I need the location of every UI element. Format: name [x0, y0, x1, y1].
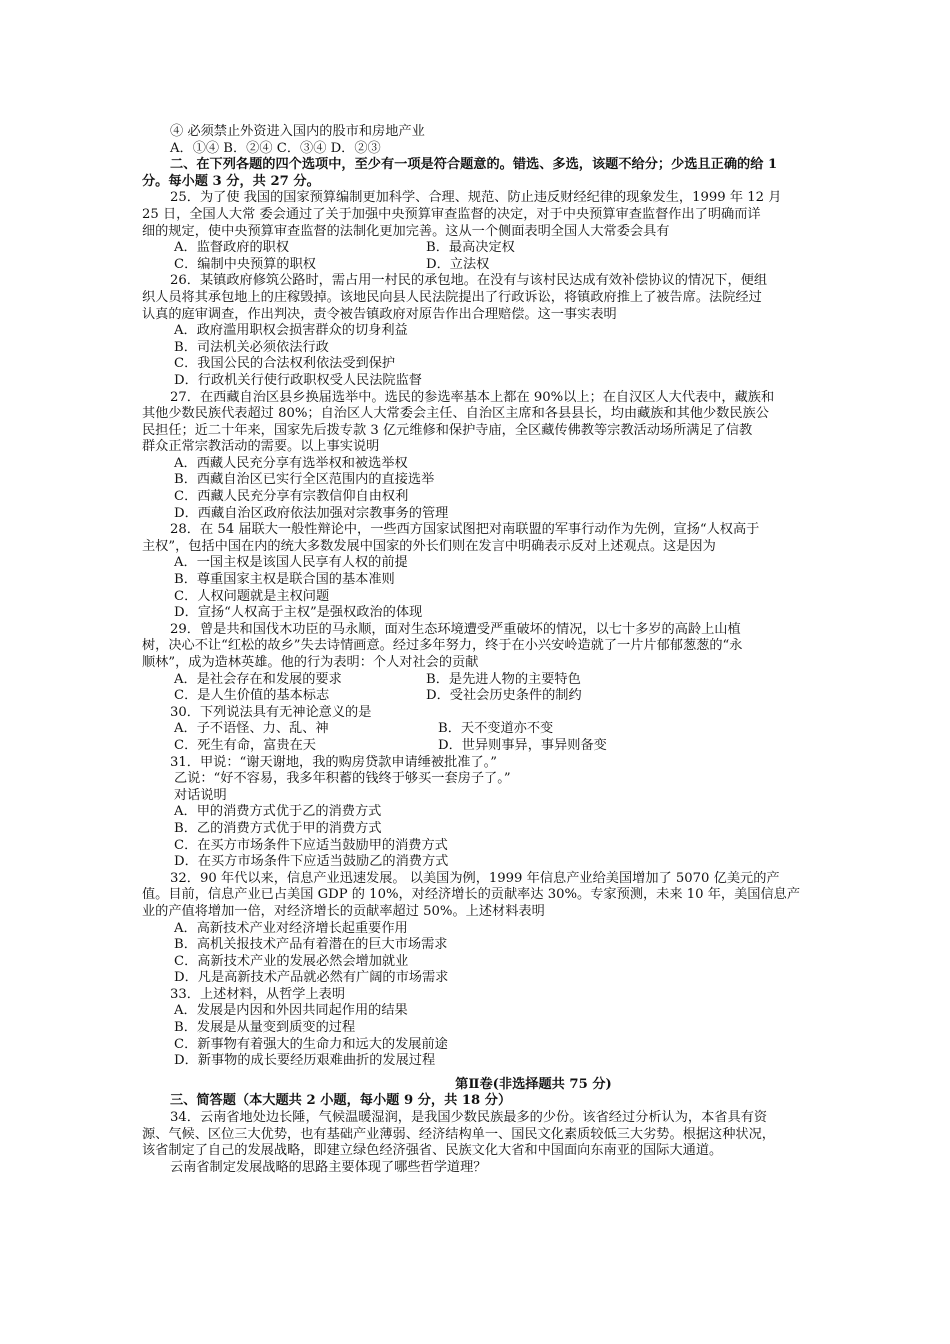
q27-line-3: 民担任；近二十年来，国家先后拨专款 3 亿元维修和保护寺庙，全区藏传佛教等宗教活动场所满足了信教	[142, 422, 753, 438]
question-34	[142, 1110, 925, 1176]
q25-line-2: 25 日，全国人大常 委会通过了关于加强中央预算审查监督的决定，对于中央预算审查监督作出了明确而详	[142, 206, 761, 222]
answer-options: A．①④ B．②④ C．③④ D．②③	[170, 140, 381, 156]
section-2-title-line-2: 分。每小题 3 分，共 27 分。	[142, 173, 320, 189]
q26-option-c: C．我国公民的合法权利依法受到保护	[174, 356, 396, 372]
q29-line-2: 树，决心不让“红松的故乡”失去诗情画意。经过多年努力，终于在小兴安岭造就了一片片郁郁葱葱的“永	[142, 638, 743, 654]
q28-line-2: 主权”，包括中国在内的统大多数发展中国家的外长们则在发言中明确表示反对上述观点。这是因为	[142, 538, 716, 554]
q29-option-d: D．受社会历史条件的制约	[426, 688, 582, 704]
exam-content	[142, 124, 925, 1176]
q27-line-4: 群众正常宗教活动的需要。以上事实说明	[142, 439, 380, 455]
q34-line-3: 该省制定了自己的发展战略，即建立绿色经济强省、民族文化大省和中国面向东南亚的国际大通道。	[142, 1143, 723, 1159]
q26-option-d: D．行政机关行使行政职权受人民法院监督	[174, 372, 422, 388]
q33-option-d: D．新事物的成长要经历艰难曲折的发展过程	[174, 1053, 436, 1069]
q27-line-2: 其他少数民族代表超过 80%；自治区人大常委会主任、自治区主席和各县县长，均由藏族和其他少数民族公	[142, 406, 769, 422]
q26-line-1: 26．某镇政府修筑公路时，需占用一村民的承包地。在没有与该村民达成有效补偿协议的情况下，便组	[170, 273, 768, 289]
q27-option-d: D．西藏自治区政府依法加强对宗教事务的管理	[174, 505, 449, 521]
q25-line-1: 25．为了使 我国的国家预算编制更加科学、合理、规范、防止违反财经纪律的现象发生，1999 年 12 月	[170, 190, 782, 206]
q33-option-b: B．发展是从量变到质变的过程	[174, 1020, 356, 1036]
q26-line-3: 认真的庭审调查，作出判决，责令被告镇政府对原告作出合理赔偿。这一事实表明	[142, 306, 617, 322]
q32-line-3: 业的产值将增加一倍，对经济增长的贡献率超过 50%。上述材料表明	[142, 903, 545, 919]
question-32	[142, 870, 925, 987]
q26-option-a: A．政府滥用职权会损害群众的切身利益	[174, 323, 408, 339]
question-25	[142, 190, 925, 273]
q32-line-1: 32．90 年代以来，信息产业迅速发展。 以美国为例，1999 年信息产业给美国增加了 5070 亿美元的产	[170, 870, 780, 886]
question-27	[142, 389, 925, 523]
q31-line-1: 31．甲说：“谢天谢地，我的购房贷款申请缍被批准了。”	[170, 754, 497, 770]
q31-option-d: D．在买方市场条件下应适当鼓励乙的消费方式	[174, 854, 449, 870]
q25-option-a: A．监督政府的职权	[174, 240, 290, 256]
q28-option-a: A．一国主权是该国人民享有人权的前提	[174, 555, 408, 571]
q31-option-c: C．在买方市场条件下应适当鼓励甲的消费方式	[174, 837, 448, 853]
q29-option-b: B．是先进人物的主要特色	[426, 671, 581, 687]
q26-option-b: B．司法机关必须依法行政	[174, 339, 329, 355]
q30-option-b: B．天不变道亦不变	[438, 721, 554, 737]
q28-option-d: D．宣扬“人权高于主权”是强权政治的体现	[174, 605, 423, 621]
question-31	[170, 755, 925, 871]
q30-line-1: 30．下列说法具有无神论意义的是	[170, 704, 372, 720]
q27-line-1: 27．在西藏自治区县乡换届选举中。选民的参选率基本上都在 90%以上；在自汉区人大代表中，藏族和	[170, 389, 775, 405]
q27-option-b: B．西藏自治区已实行全区范围内的直接选举	[174, 472, 435, 488]
q32-option-b: B．高机关报技术产品有着潜在的巨大市场需求	[174, 937, 448, 953]
q28-option-b: B．尊重国家主权是联合国的基本准则	[174, 572, 395, 588]
question-30	[170, 705, 925, 755]
q25-option-c: C．编制中央预算的职权	[174, 256, 316, 272]
q34-line-1: 34．云南省地处边长陲，气候温暖湿润，是我国少数民族最多的少份。该省经过分析认为，本省具有资	[170, 1110, 768, 1126]
q32-option-c: C．高新技术产业的发展必然会增加就业	[174, 953, 409, 969]
section-2-title-line-1: 二、在下列各题的四个选项中，至少有一项是符合题意的。错选、多选，该题不给分；少选且正确的给 1	[170, 157, 778, 173]
q31-line-2: 乙说：“好不容易，我多年积蓄的钱终于够买一套房子了。”	[174, 771, 511, 787]
q33-line-1: 33．上述材料，从哲学上表明	[170, 986, 346, 1002]
q29-line-3: 顺林”，成为造林英雄。他的行为表明：个人对社会的贡献	[142, 655, 479, 670]
q33-option-a: A．发展是内因和外因共同起作用的结果	[174, 1003, 408, 1019]
q30-option-d: D．世异则事异，事异则备变	[438, 737, 607, 753]
section-3-title: 三、简答题（本大题共 2 小题，每小题 9 分，共 18 分）	[170, 1093, 512, 1109]
q34-line-2: 源、气候、区位三大优势，也有基础产业薄弱、经济结构单一、国民文化素质较低三大劣势。根据这种状况，	[142, 1126, 775, 1142]
q32-line-2: 值。目前，信息产业已占美国 GDP 的 10%，对经济增长的贡献率达 30%。专家预测，未来 10 年，美国信息产	[142, 887, 801, 903]
q28-line-1: 28．在 54 届联大一般性辩论中，一些西方国家试图把对南联盟的军事行动作为先例，宣扬“人权高于	[170, 522, 760, 538]
q34-line-4: 云南省制定发展战略的思路主要体现了哪些哲学道理？	[170, 1159, 487, 1175]
q27-option-a: A．西藏人民充分享有选举权和被选举权	[174, 455, 408, 471]
q32-option-a: A．高新技术产业对经济增长起重要作用	[174, 920, 408, 936]
q25-option-d: D．立法权	[426, 256, 490, 272]
q25-option-b: B．最高决定权	[426, 240, 515, 256]
q30-option-c: C．死生有命，富贵在天	[174, 737, 316, 753]
question-26	[142, 273, 925, 389]
q32-option-d: D．凡是高新技术产品就必然有广阔的市场需求	[174, 970, 449, 986]
q25-line-3: 细的规定，使中央预算审查监督的法制化更加完善。这从一个侧面表明全国人大常委会具有	[142, 223, 670, 239]
q26-line-2: 织人员将其承包地上的庄稼毁掉。该地民向县人民法院提出了行政诉讼，将镇政府推上了被告席。法院经过	[142, 289, 762, 305]
question-33	[170, 987, 925, 1070]
q29-line-1: 29．曾是共和国伐木功臣的马永顺，面对生态环境遭受严重破坏的情况，以七十多岁的高龄上山植	[170, 621, 741, 637]
q29-option-a: A．是社会存在和发展的要求	[174, 671, 342, 687]
option-item-4: ④ 必须禁止外资进入国内的股市和房地产业	[170, 124, 425, 139]
q29-option-c: C．是人生价值的基本标志	[174, 688, 330, 704]
q31-line-3: 对话说明	[174, 787, 227, 803]
q33-option-c: C．新事物有着强大的生命力和远大的发展前途	[174, 1036, 448, 1052]
question-29	[142, 621, 925, 705]
q28-option-c: C．人权问题就是主权问题	[174, 588, 330, 604]
q31-option-b: B．乙的消费方式优于甲的消费方式	[174, 820, 382, 836]
question-28	[142, 522, 925, 622]
q27-option-c: C．西藏人民充分享有宗教信仰自由权利	[174, 489, 409, 505]
q31-option-a: A．甲的消费方式优于乙的消费方式	[174, 804, 382, 820]
part-2-title: 第Ⅱ卷(非选择题共 75 分)	[455, 1076, 612, 1092]
q30-option-a: A．子不语怪、力、乱、神	[174, 721, 329, 737]
